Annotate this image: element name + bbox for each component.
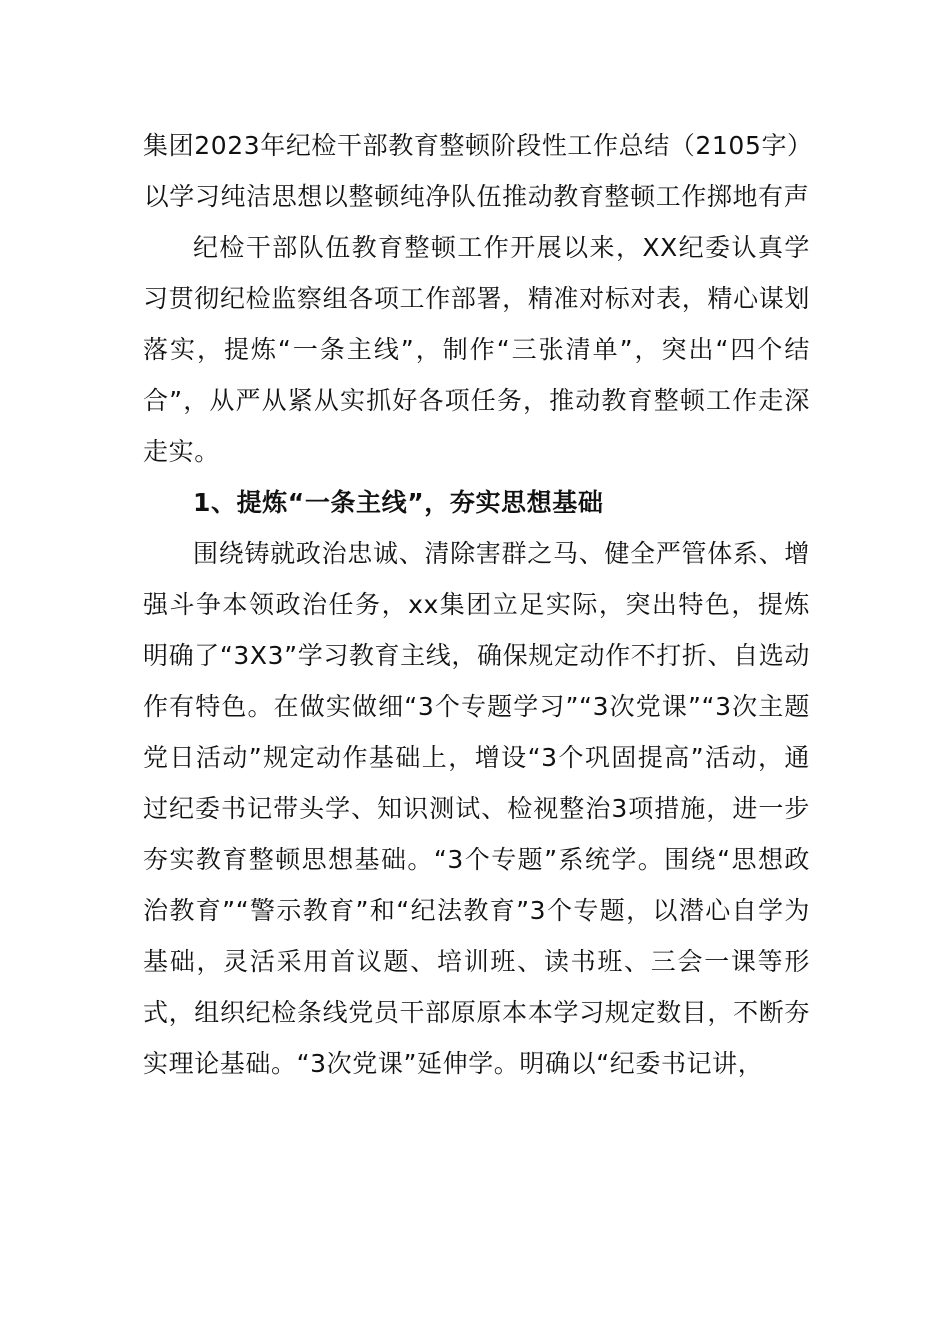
document-title: 集团2023年纪检干部教育整顿阶段性工作总结（2105字）: [143, 131, 813, 160]
document-subtitle: 以学习纯洁思想以整顿纯净队伍推动教育整顿工作掷地有声: [143, 182, 810, 211]
section-1-paragraph: 围绕铸就政治忠诚、清除害群之马、健全严管体系、增强斗争本领政治任务，xx集团立足实际，突出特色，提炼明确了“3X3”学习教育主线，确保规定动作不打折、自选动作有特色。在做实做细“3个专题学习”“3次党课”“3次主题党日活动”规定动作基础上，增设“3个巩固提高”活动，通过纪委书记带头学、知识测试、检视整治3项措施，进一步夯实教育整顿思想基础。“3个专题”系统学。围绕“思想政治教育”“警示教育”和“纪法教育”3个专题，以潜心自学为基础，灵活采用首议题、培训班、读书班、三会一课等形式，组织纪检条线党员干部原原本本学习规定数目，不断夯实理论基础。“3次党课”延伸学。明确以“纪委书记讲，: [143, 539, 810, 1078]
section-1-heading: 1、提炼“一条主线”，夯实思想基础: [193, 488, 604, 517]
intro-paragraph: 纪检干部队伍教育整顿工作开展以来，XX纪委认真学习贯彻纪检监察组各项工作部署，精准对标对表，精心谋划落实，提炼“一条主线”，制作“三张清单”，突出“四个结合”，从严从紧从实抓好各项任务，推动教育整顿工作走深走实。: [143, 233, 810, 466]
